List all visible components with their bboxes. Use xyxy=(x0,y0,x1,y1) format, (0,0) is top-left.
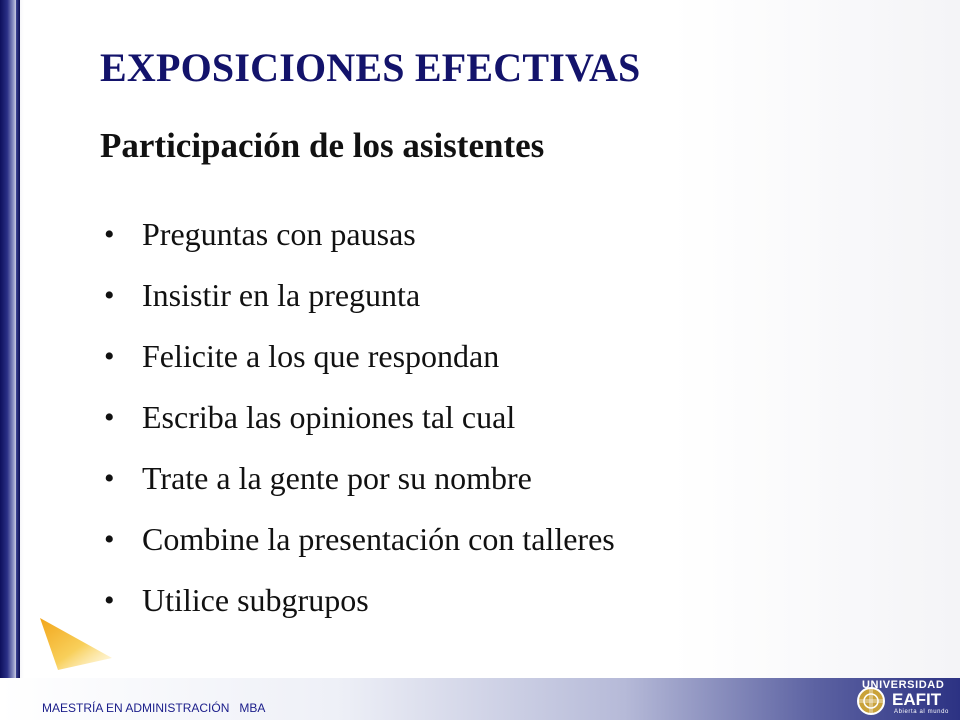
slide-title: EXPOSICIONES EFECTIVAS xyxy=(100,45,641,90)
bullet-dot: • xyxy=(104,583,115,617)
bullet-dot: • xyxy=(104,278,115,312)
eafit-logo xyxy=(856,678,952,718)
bullet-text: Utilice subgrupos xyxy=(142,582,369,618)
left-accent-bar xyxy=(0,0,24,720)
logo-eafit-text: EAFIT xyxy=(892,690,942,709)
bullet-text: Preguntas con pausas xyxy=(142,216,416,252)
bullet-dot: • xyxy=(104,522,115,556)
bullet-dot: • xyxy=(104,461,115,495)
slide-subtitle: Participación de los asistentes xyxy=(100,126,545,165)
footer-bar xyxy=(0,678,960,720)
bullet-dot: • xyxy=(104,217,115,251)
bullet-text: Insistir en la pregunta xyxy=(142,277,421,313)
footer-program-label: MAESTRÍA EN ADMINISTRACIÓN MBA xyxy=(42,701,266,715)
bullet-dot: • xyxy=(104,400,115,434)
triangle-decoration-icon xyxy=(40,618,112,674)
bullet-item xyxy=(104,509,615,570)
bullet-text: Trate a la gente por su nombre xyxy=(142,460,532,496)
bullet-text: Combine la presentación con talleres xyxy=(142,521,615,557)
bullet-item xyxy=(104,448,615,509)
bullet-item xyxy=(104,326,615,387)
bullet-item xyxy=(104,570,615,631)
left-accent-line xyxy=(16,0,20,720)
bullet-text: Escriba las opiniones tal cual xyxy=(142,399,516,435)
bullet-item xyxy=(104,204,615,265)
logo-university-text: UNIVERSIDAD xyxy=(862,679,945,691)
bullet-dot: • xyxy=(104,339,115,373)
bullet-list xyxy=(104,204,615,631)
bullet-text: Felicite a los que respondan xyxy=(142,338,500,374)
bullet-item xyxy=(104,265,615,326)
logo-tagline-text: Abierta al mundo xyxy=(894,709,949,715)
bullet-item xyxy=(104,387,615,448)
